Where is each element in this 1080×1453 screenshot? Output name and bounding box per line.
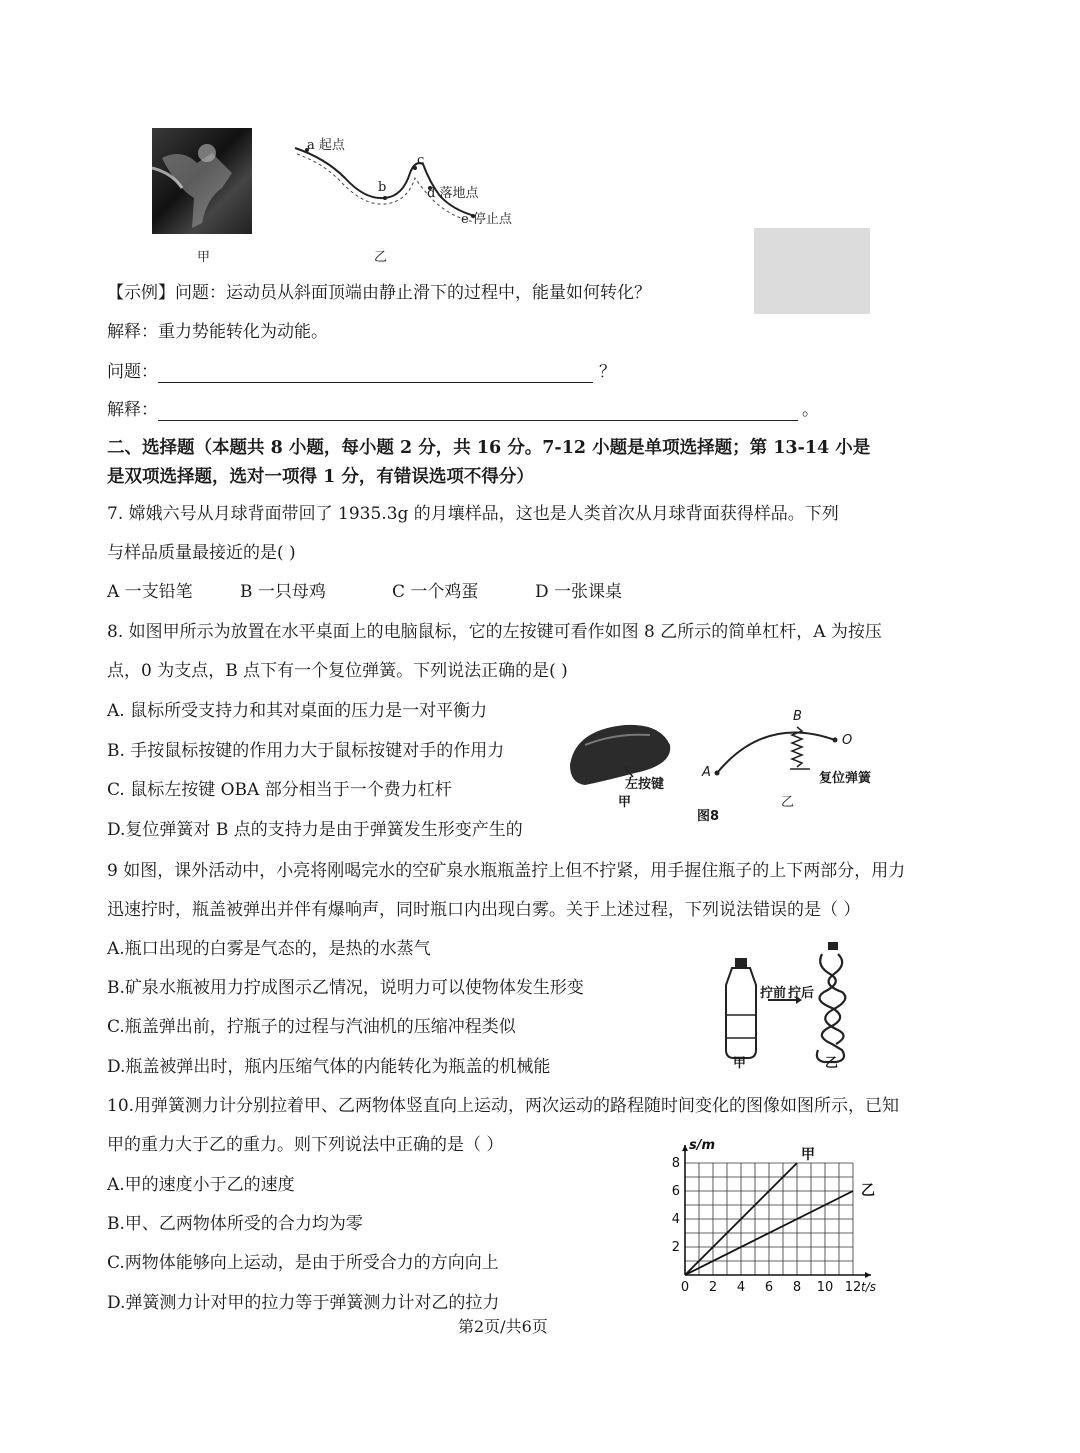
x-tick-label: 0 bbox=[680, 1280, 690, 1295]
q7-option-c: C 一个鸡蛋 bbox=[392, 582, 479, 602]
lever-point-a: A bbox=[702, 765, 711, 780]
figure8-title: 图8 bbox=[697, 809, 720, 824]
question-blank-row bbox=[107, 361, 616, 383]
y-tick-label: 4 bbox=[671, 1212, 680, 1227]
after-twist-label: 拧后 bbox=[788, 986, 815, 1001]
q8-line1: 8. 如图甲所示为放置在水平桌面上的电脑鼠标，它的左按键可看作如图 8 乙所示的简单杠杆，A 为按压 bbox=[107, 622, 882, 642]
y-axis-label: s/m bbox=[689, 1138, 716, 1153]
q10-option-c: C.两物体能够向上运动，是由于所受合力的方向向上 bbox=[107, 1253, 499, 1273]
explanation-blank-row bbox=[107, 399, 819, 421]
example-explanation: 解释：重力势能转化为动能。 bbox=[107, 322, 328, 342]
x-tick-label: 6 bbox=[764, 1280, 774, 1295]
st-graph-svg bbox=[660, 1135, 900, 1305]
x-tick-label: 10 bbox=[816, 1280, 834, 1295]
bottle-fig-jia: 甲 bbox=[733, 1056, 747, 1071]
series-label-yi: 乙 bbox=[861, 1183, 875, 1199]
q10-option-b: B.甲、乙两物体所受的合力均为零 bbox=[107, 1214, 363, 1234]
explanation-answer-field[interactable] bbox=[158, 402, 798, 421]
lever-point-b: B bbox=[793, 709, 802, 724]
x-tick-label: 4 bbox=[736, 1280, 746, 1295]
track-point-c: c bbox=[417, 153, 425, 168]
mouse-lever-figure bbox=[565, 705, 885, 825]
q8-line2: 点，0 为支点，B 点下有一个复位弹簧。下列说法正确的是( ) bbox=[107, 661, 568, 681]
lever-point-o: O bbox=[842, 733, 853, 748]
x-tick-label: 8 bbox=[792, 1280, 802, 1295]
y-axis-arrow-icon bbox=[682, 1145, 688, 1151]
q8-option-b: B. 手按鼠标按键的作用力大于鼠标按键对手的作用力 bbox=[107, 741, 505, 761]
bottle-fig-yi: 乙 bbox=[825, 1056, 839, 1071]
track-point-a: a 起点 bbox=[307, 138, 345, 153]
ski-track-diagram bbox=[285, 128, 525, 238]
bottle-figure bbox=[720, 940, 860, 1070]
q9-line1: 9 如图，课外活动中，小亮将刚喝完水的空矿泉水瓶瓶盖拧上但不拧紧，用手握住瓶子的上下两部分，用力 bbox=[107, 861, 906, 881]
q10-option-a: A.甲的速度小于乙的速度 bbox=[107, 1175, 295, 1195]
section2-header-line2: 是双项选择题，选对一项得 1 分，有错误选项不得分） bbox=[107, 467, 534, 487]
page-number: 第2页/共6页 bbox=[458, 1317, 548, 1336]
q8-option-d: D.复位弹簧对 B 点的支持力是由于弹簧发生形变产生的 bbox=[107, 820, 523, 840]
before-twist-label: 拧前 bbox=[760, 986, 787, 1001]
series-label-jia: 甲 bbox=[801, 1147, 815, 1163]
q10-option-d: D.弹簧测力计对甲的拉力等于弹簧测力计对乙的拉力 bbox=[107, 1293, 500, 1313]
explanation-blank-label: 解释： bbox=[107, 400, 158, 420]
lever-fig-yi: 乙 bbox=[781, 795, 795, 810]
x-axis-arrow-icon bbox=[865, 1272, 871, 1278]
y-tick-label: 8 bbox=[671, 1156, 680, 1171]
q9-option-b: B.矿泉水瓶被用力拧成图示乙情况，说明力可以使物体发生形变 bbox=[107, 978, 584, 998]
skier-silhouette-icon bbox=[152, 128, 252, 234]
question-blank-label: 问题： bbox=[107, 362, 158, 382]
q8-option-c: C. 鼠标左按键 OBA 部分相当于一个费力杠杆 bbox=[107, 780, 452, 800]
figure-jia-label: 甲 bbox=[197, 250, 211, 265]
question-answer-field[interactable] bbox=[158, 364, 593, 383]
left-key-label: 左按键 bbox=[625, 777, 665, 792]
q8-option-a: A. 鼠标所受支持力和其对桌面的压力是一对平衡力 bbox=[107, 701, 488, 721]
section2-header-line1: 二、选择题（本题共 8 小题，每小题 2 分，共 16 分。7-12 小题是单项选择题；第 13-14 小是 bbox=[107, 438, 871, 458]
q7-line1: 7. 嫦娥六号从月球背面带回了 1935.3g 的月壤样品，这也是人类首次从月球背面获得样品。下列 bbox=[107, 504, 839, 524]
question-blank-end: ？ bbox=[599, 362, 616, 382]
mouse-fig-jia: 甲 bbox=[618, 795, 632, 810]
q7-option-d: D 一张课桌 bbox=[535, 582, 623, 602]
skier-photo bbox=[152, 128, 252, 234]
track-point-e: e 停止点 bbox=[461, 212, 512, 227]
spring-label: 复位弹簧 bbox=[819, 771, 872, 786]
q9-line2: 迅速拧时，瓶盖被弹出并伴有爆响声，同时瓶口内出现白雾。关于上述过程，下列说法错误的是（ ） bbox=[107, 900, 861, 920]
x-tick-label: 12 bbox=[844, 1280, 862, 1295]
q10-line2: 甲的重力大于乙的重力。则下列说法中正确的是（ ） bbox=[107, 1135, 504, 1155]
x-axis-label: t/s bbox=[861, 1280, 876, 1294]
example-question: 【示例】问题：运动员从斜面顶端由静止滑下的过程中，能量如何转化？ bbox=[107, 283, 651, 303]
st-graph bbox=[660, 1135, 900, 1305]
q7-option-a: A 一支铅笔 bbox=[107, 582, 193, 602]
q7-line2: 与样品质量最接近的是( ) bbox=[107, 543, 296, 563]
explanation-blank-end: 。 bbox=[802, 400, 819, 420]
q9-option-d: D.瓶盖被弹出时，瓶内压缩气体的内能转化为瓶盖的机械能 bbox=[107, 1057, 551, 1077]
q7-option-b: B 一只母鸡 bbox=[240, 582, 326, 602]
q9-option-c: C.瓶盖弹出前，拧瓶子的过程与汽油机的压缩冲程类似 bbox=[107, 1017, 516, 1037]
x-tick-label: 2 bbox=[708, 1280, 718, 1295]
y-tick-label: 6 bbox=[671, 1184, 680, 1199]
track-point-b: b bbox=[378, 180, 387, 195]
q10-line1: 10.用弹簧测力计分别拉着甲、乙两物体竖直向上运动，两次运动的路程随时间变化的图像如图所示，已知 bbox=[107, 1096, 900, 1116]
track-point-d: d 落地点 bbox=[427, 186, 479, 201]
gray-placeholder-image bbox=[754, 228, 870, 314]
q9-option-a: A.瓶口出现的白雾是气态的，是热的水蒸气 bbox=[107, 939, 431, 959]
y-tick-label: 2 bbox=[671, 1240, 680, 1255]
figure-yi-label: 乙 bbox=[374, 250, 388, 265]
